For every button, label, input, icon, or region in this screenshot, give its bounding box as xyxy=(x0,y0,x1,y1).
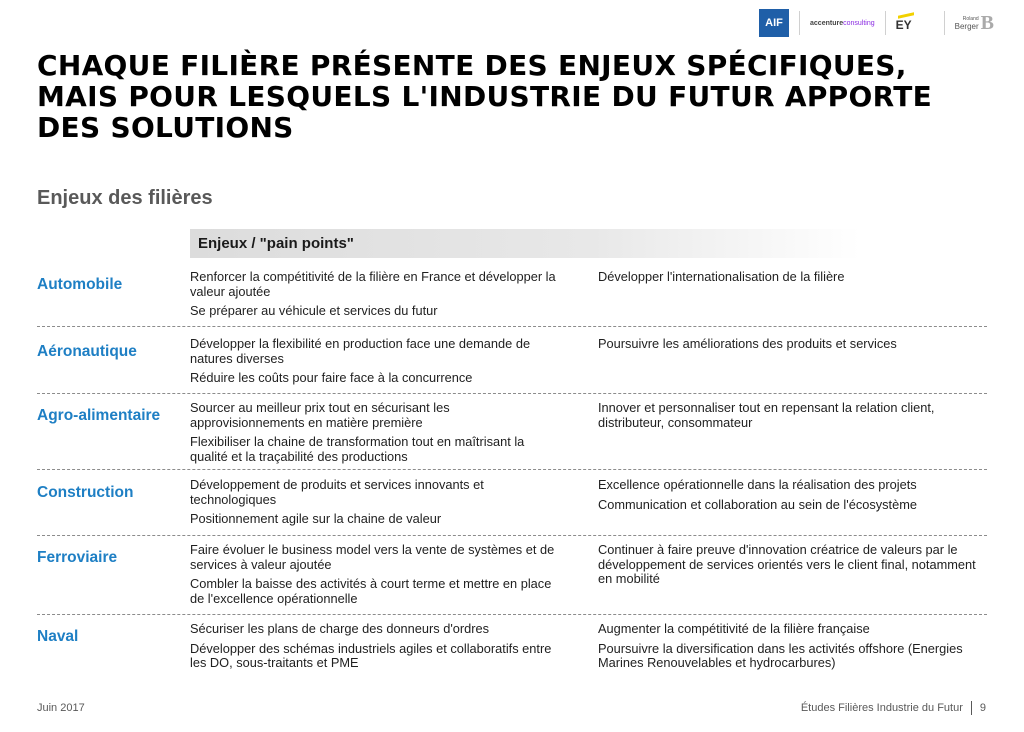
logo-divider xyxy=(799,11,800,35)
page-title: CHAQUE FILIÈRE PRÉSENTE DES ENJEUX SPÉCIFIQUES, MAIS POUR LESQUELS L'INDUSTRIE DU FUTUR APPORTE DES SOLUTIONS xyxy=(37,49,933,144)
footer-info xyxy=(801,701,986,715)
challenges-left-column xyxy=(190,622,565,676)
sector-name: Construction xyxy=(37,484,134,501)
challenge-item: Sécuriser les plans de charge des donneurs d'ordres xyxy=(190,621,490,636)
challenges-left-column xyxy=(190,270,565,324)
challenges-right-column xyxy=(598,401,993,435)
challenge-item: Flexibiliser la chaine de transformation tout en maîtrisant la qualité et la traçabilité des productions xyxy=(190,434,525,464)
challenges-right-column xyxy=(598,337,993,357)
page-number: 9 xyxy=(979,702,986,714)
footer-date: Juin 2017 xyxy=(37,702,85,714)
ey-logo: EY xyxy=(896,14,934,32)
challenge-item: Faire évoluer le business model vers la vente de systèmes et de services à valeur ajoutée xyxy=(190,542,555,572)
challenges-left-column xyxy=(190,543,565,611)
challenge-item: Poursuivre les améliorations des produits et services xyxy=(598,336,897,351)
sector-name: Automobile xyxy=(37,276,123,293)
aif-logo: AIF xyxy=(759,9,789,37)
challenge-item: Développer la flexibilité en production face une demande de natures diverses xyxy=(190,336,531,366)
challenge-item: Augmenter la compétitivité de la filière française xyxy=(598,621,870,636)
row-divider xyxy=(37,469,987,470)
footer-separator xyxy=(971,701,972,715)
row-divider xyxy=(37,326,987,327)
challenges-left-column xyxy=(190,337,565,391)
row-divider xyxy=(37,614,987,615)
challenges-left-column xyxy=(190,401,565,469)
sector-name: Aéronautique xyxy=(37,343,137,360)
challenge-item: Sourcer au meilleur prix tout en sécurisant les approvisionnements en matière première xyxy=(190,400,450,430)
table-header: Enjeux / "pain points" xyxy=(190,229,860,258)
sector-name: Naval xyxy=(37,628,79,645)
challenges-right-column xyxy=(598,270,993,290)
challenge-item: Se préparer au véhicule et services du futur xyxy=(190,303,438,318)
challenge-item: Poursuivre la diversification dans les activités offshore (Energies Marines Renouvelables et hydrocarbures) xyxy=(598,640,963,670)
logo-divider xyxy=(944,11,945,35)
challenge-item: Excellence opérationnelle dans la réalisation des projets xyxy=(598,477,917,492)
challenge-item: Continuer à faire preuve d'innovation créatrice de valeurs par le développement de services orientés vers le client final, notamment en mobilité xyxy=(598,542,976,586)
challenge-item: Communication et collaboration au sein de l'écosystème xyxy=(598,496,917,512)
challenge-item: Développer des schémas industriels agiles et collaboratifs entre les DO, sous-traitants et PME xyxy=(190,640,552,670)
sector-name: Agro-alimentaire xyxy=(37,407,161,424)
challenges-left-column xyxy=(190,478,565,532)
challenge-item: Innover et personnaliser tout en repensant la relation client, distributeur, consommateur xyxy=(598,400,935,430)
row-divider xyxy=(37,535,987,536)
row-divider xyxy=(37,393,987,394)
challenge-item: Positionnement agile sur la chaine de valeur xyxy=(190,511,442,526)
sector-name: Ferroviaire xyxy=(37,549,118,566)
footer-doc-title: Études Filières Industrie du Futur xyxy=(800,702,963,714)
section-subtitle: Enjeux des filières xyxy=(37,187,213,209)
roland-berger-logo: Roland Berger B xyxy=(954,11,994,34)
challenge-item: Combler la baisse des activités à court terme et mettre en place de l'excellence opérationnelle xyxy=(190,576,552,606)
challenge-item: Réduire les coûts pour faire face à la concurrence xyxy=(190,370,473,385)
partner-logos xyxy=(759,8,994,38)
challenges-right-column xyxy=(598,478,993,517)
challenges-right-column xyxy=(598,622,993,676)
challenge-item: Développer l'internationalisation de la filière xyxy=(598,269,845,284)
challenges-right-column xyxy=(598,543,993,592)
logo-divider xyxy=(885,11,886,35)
accenture-logo: accentureconsulting xyxy=(810,19,875,27)
challenge-item: Renforcer la compétitivité de la filière en France et développer la valeur ajoutée xyxy=(190,269,556,299)
challenge-item: Développement de produits et services innovants et technologiques xyxy=(190,477,484,507)
